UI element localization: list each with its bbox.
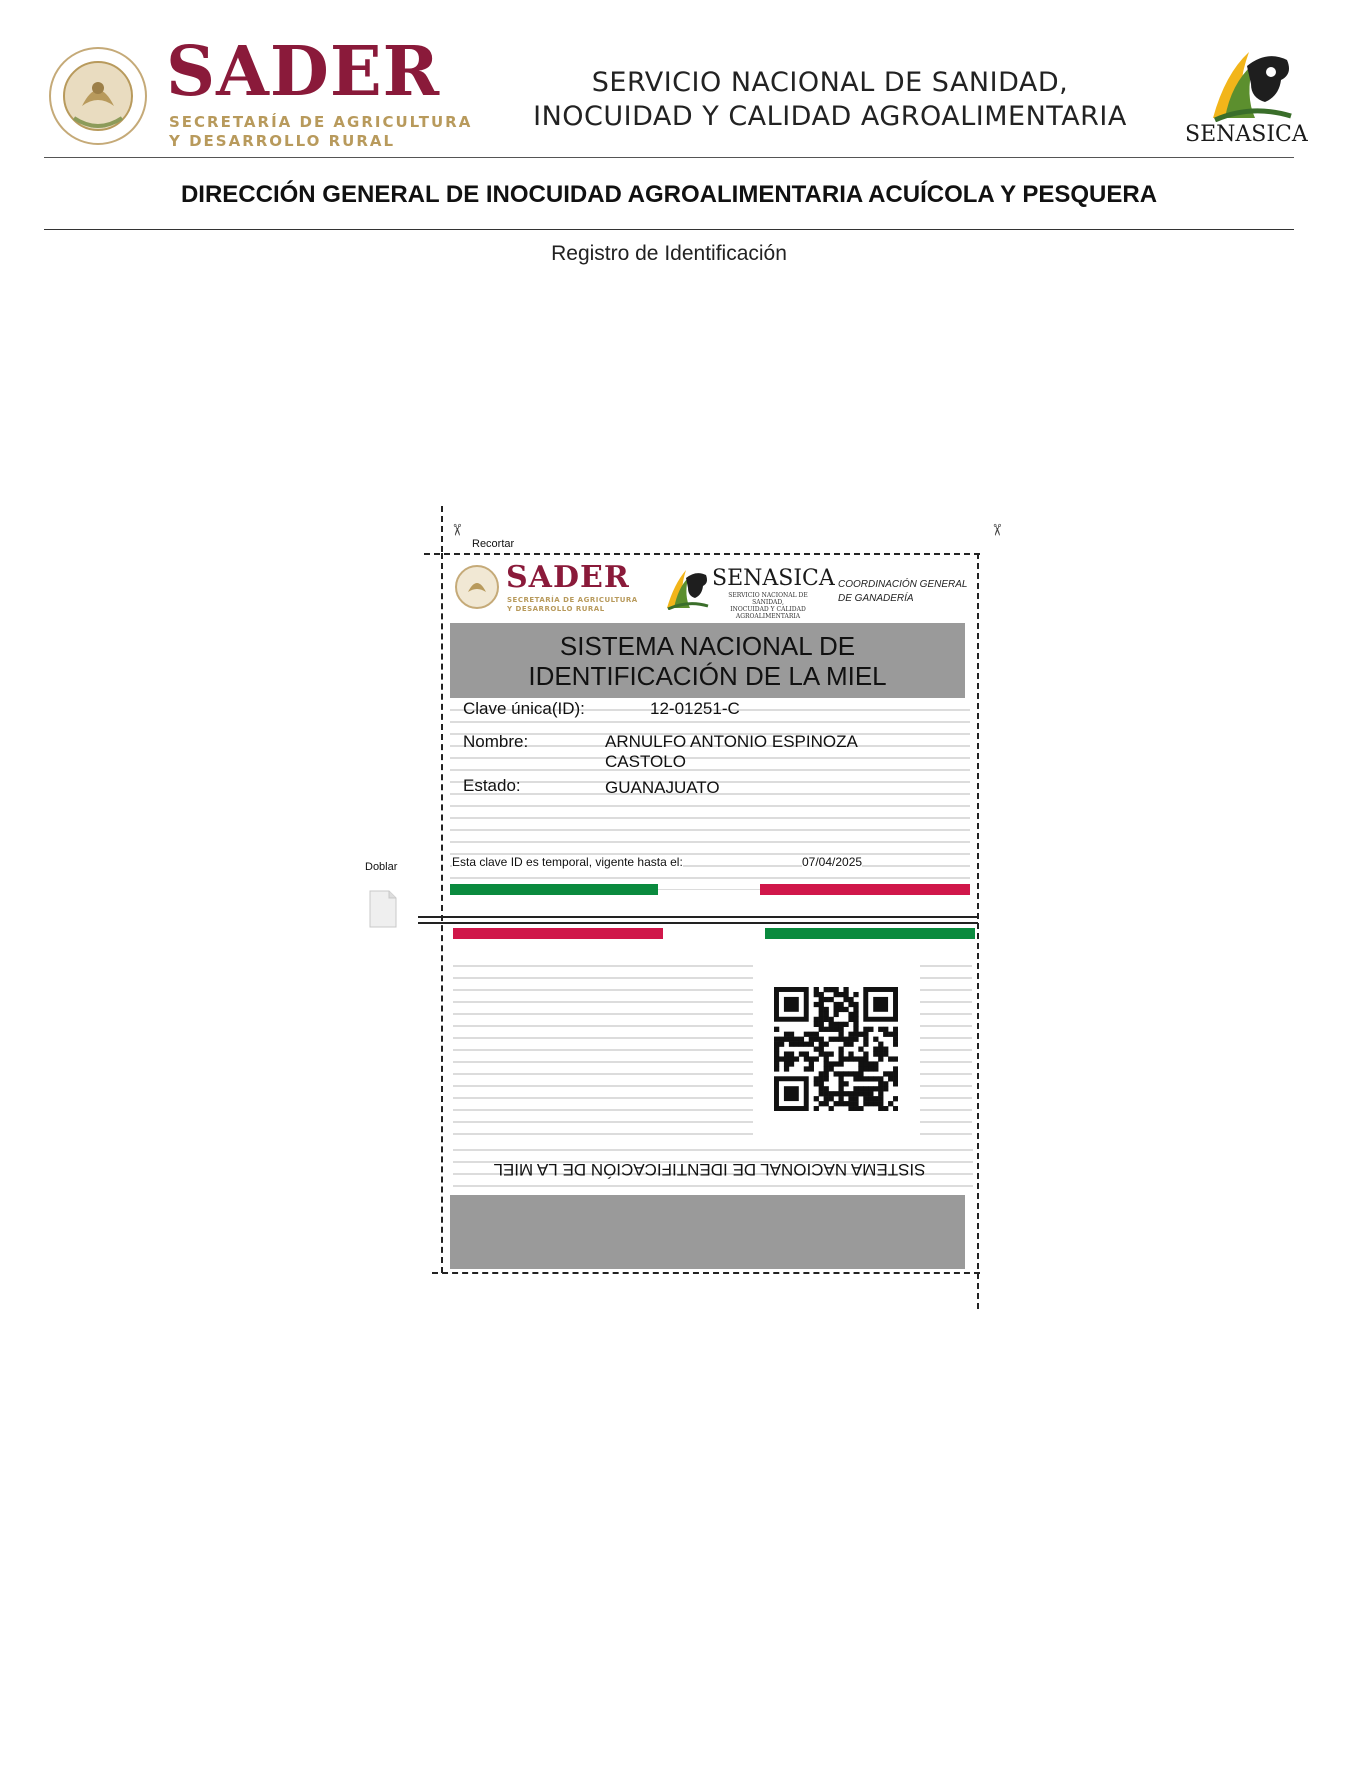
estado-value: GUANAJUATO	[605, 778, 720, 797]
header-title-line-2: INOCUIDAD Y CALIDAD AGROALIMENTARIA	[533, 101, 1127, 132]
card-sader-subtitle-2: Y DESARROLLO RURAL	[507, 605, 605, 613]
section-divider	[44, 229, 1294, 230]
clave-label: Clave única(ID):	[463, 699, 585, 718]
cut-line-left	[441, 553, 443, 1273]
direccion-general-title: DIRECCIÓN GENERAL DE INOCUIDAD AGROALIMENTARIA ACUÍCOLA Y PESQUERA	[180, 181, 1158, 208]
sader-seal	[44, 44, 152, 148]
card-sader-wordmark: SADER	[506, 560, 630, 595]
cut-line-bottom	[432, 1272, 980, 1274]
fold-page-icon	[369, 890, 397, 928]
card-senasica-sub-3: AGROALIMENTARIA	[735, 613, 801, 620]
qr-code	[774, 987, 898, 1111]
card-senasica-sub-2: INOCUIDAD Y CALIDAD	[730, 606, 806, 613]
header-divider	[44, 157, 1294, 158]
clave-value: 12-01251-C	[650, 699, 740, 718]
card-back-lines-left	[453, 956, 753, 1156]
card-senasica-sub	[712, 592, 824, 620]
nombre-value-line-1: ARNULFO ANTONIO ESPINOZA	[605, 732, 858, 751]
senasica-logo-icon	[1205, 44, 1295, 122]
qr-code-graphic	[774, 987, 898, 1111]
front-bar-red	[760, 884, 970, 895]
back-bar-green	[765, 928, 975, 939]
sader-subtitle-2: Y DESARROLLO RURAL	[169, 132, 396, 150]
card-senasica-icon	[664, 566, 710, 610]
estado-label: Estado:	[463, 776, 521, 795]
header-title	[500, 66, 1160, 134]
senasica-wordmark: SENASICA	[1185, 122, 1308, 147]
nombre-value-line-2: CASTOLO	[605, 752, 686, 771]
cut-guide-left-top	[441, 506, 443, 552]
card-banner-line-2: IDENTIFICACIÓN DE LA MIEL	[528, 661, 887, 691]
card-banner-line-1: SISTEMA NACIONAL DE	[559, 631, 856, 661]
card-sader-seal-icon	[454, 564, 500, 610]
card-sader-subtitle-1: SECRETARÍA DE AGRICULTURA	[507, 596, 638, 604]
fold-line	[418, 916, 978, 924]
card-back-lines-right	[920, 956, 972, 1156]
cut-line-right	[977, 553, 979, 1309]
sader-wordmark: SADER	[166, 32, 441, 112]
back-bar-red	[453, 928, 663, 939]
sader-subtitle-1: SECRETARÍA DE AGRICULTURA	[169, 113, 473, 131]
cut-line-top	[424, 553, 980, 555]
doblar-label: Doblar	[365, 861, 398, 873]
card-coordinacion	[838, 578, 967, 606]
back-grey-band	[450, 1195, 965, 1269]
registro-title: Registro de Identificación	[551, 242, 787, 265]
temporal-date: 07/04/2025	[802, 855, 863, 869]
card-senasica-wordmark: SENASICA	[712, 566, 835, 591]
scissors-icon-right: ✂	[987, 523, 1005, 537]
front-bar-green	[450, 884, 658, 895]
nombre-label: Nombre:	[463, 732, 529, 751]
card-senasica-sub-1: SERVICIO NACIONAL DE SANIDAD,	[728, 592, 808, 606]
scissors-icon-left: ✂	[447, 523, 465, 537]
card-banner	[450, 623, 965, 698]
card-coordinacion-2: DE GANADERÍA	[838, 593, 914, 604]
back-title-inverted: SISTEMA NACIONAL DE IDENTIFICACIÓN DE LA MIEL	[493, 1160, 926, 1179]
temporal-text: Esta clave ID es temporal, vigente hasta el:	[452, 855, 683, 869]
recortar-label: Recortar	[472, 538, 515, 550]
header-title-line-1: SERVICIO NACIONAL DE SANIDAD,	[591, 67, 1069, 98]
card-coordinacion-1: COORDINACIÓN GENERAL	[838, 579, 968, 590]
